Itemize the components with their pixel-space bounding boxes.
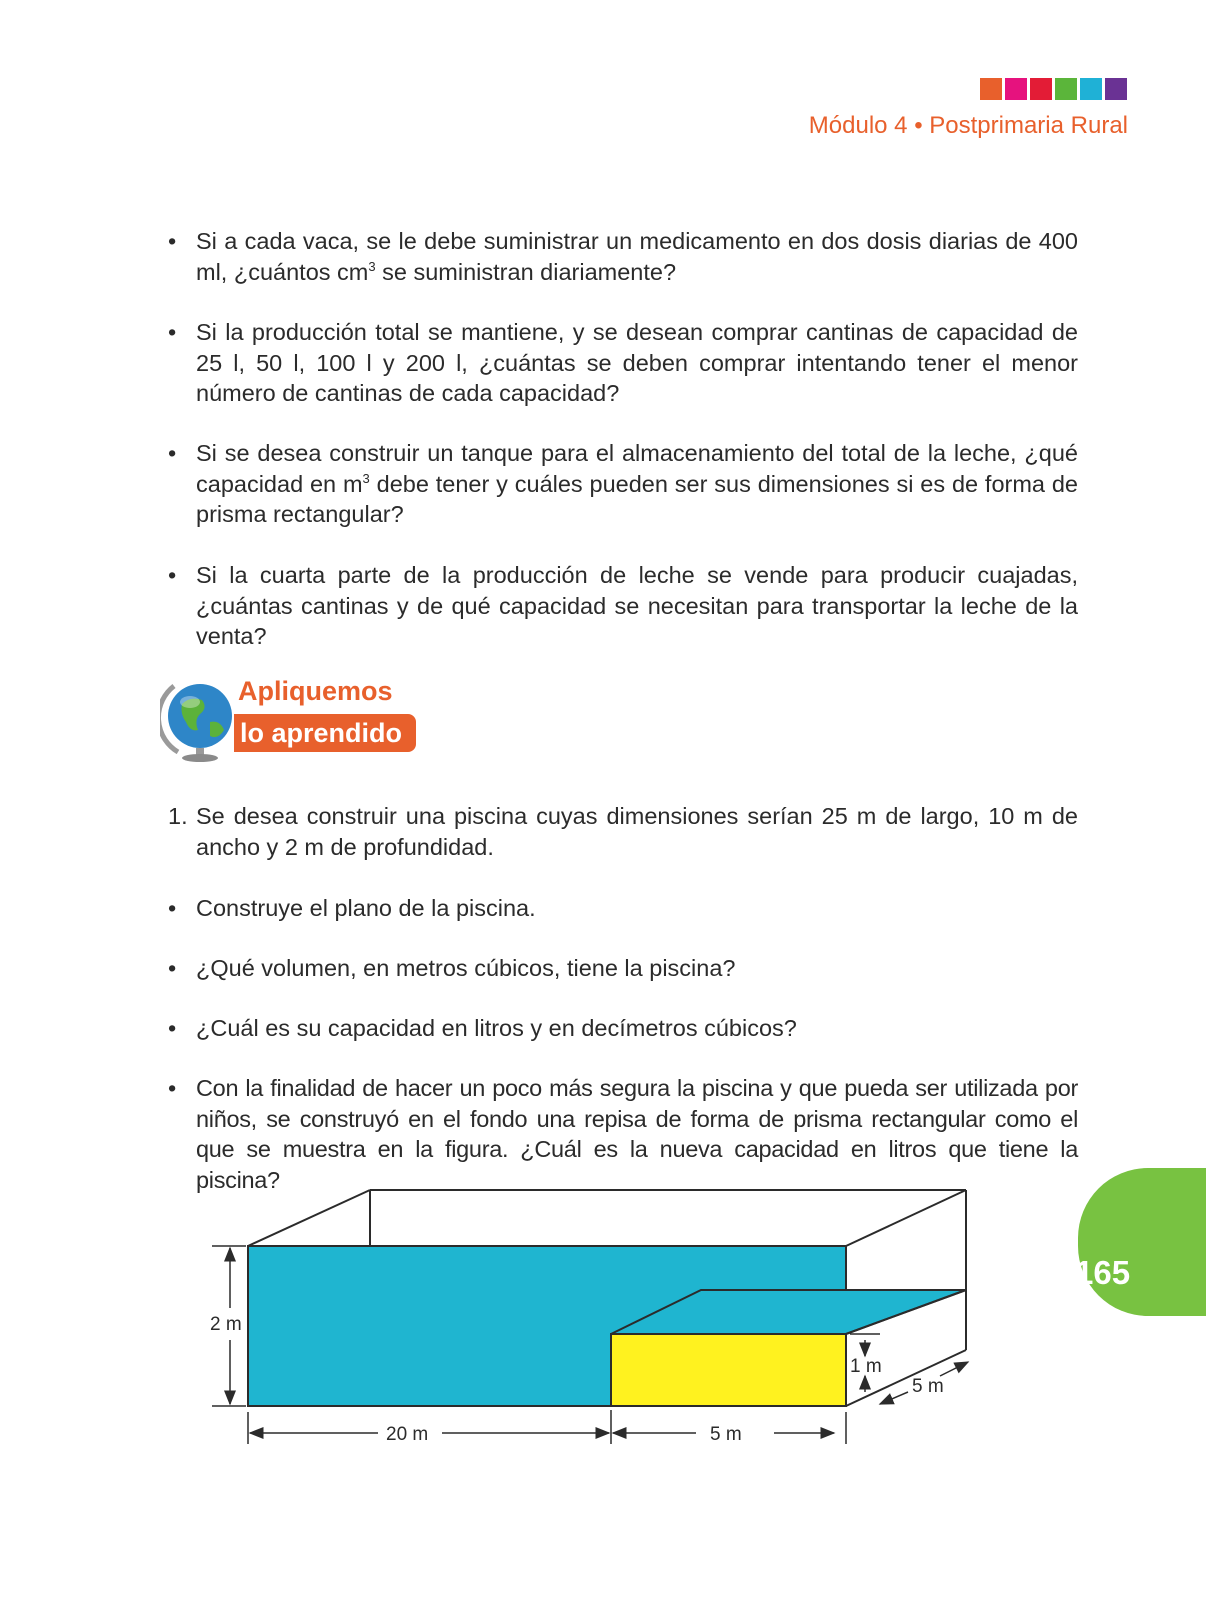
step-face bbox=[611, 1334, 846, 1406]
problem-text: Se desea construir una piscina cuyas dimensiones serían 25 m de largo, 10 m de ancho y 2 m de profundidad. bbox=[196, 803, 1078, 860]
globe-icon bbox=[160, 674, 240, 764]
question-1 bbox=[168, 226, 1078, 287]
color-square-green bbox=[1055, 78, 1077, 100]
height-label: 2 m bbox=[210, 1314, 242, 1335]
bullet: • bbox=[168, 1075, 176, 1101]
sub-question-1 bbox=[168, 893, 1078, 924]
color-square-orange bbox=[980, 78, 1002, 100]
bullet: • bbox=[168, 440, 177, 466]
question-text-part: debe tener y cuáles pueden ser sus dimensiones si es de forma de prisma rectangular? bbox=[196, 470, 1078, 527]
program-label: Postprimaria Rural bbox=[929, 112, 1128, 139]
module-header bbox=[809, 112, 1128, 140]
section-badge bbox=[160, 674, 430, 770]
step-height-label: 1 m bbox=[850, 1356, 882, 1377]
question-text: Si la producción total se mantiene, y se desean comprar cantinas de capacidad de 25 l, 50 l, 100 l y 200 l, ¿cuántas se deben comprar intentando tener el menor número de cantinas de cada capacidad? bbox=[196, 319, 1078, 406]
problem-1 bbox=[168, 801, 1078, 862]
question-text-part: Si a cada vaca, se le debe suministrar un medicamento en dos dosis diarias de 400 ml, ¿cuántos cm bbox=[196, 228, 1078, 285]
color-square-cyan bbox=[1080, 78, 1102, 100]
header-separator: • bbox=[914, 112, 923, 139]
pool-figure bbox=[200, 1180, 990, 1460]
sub-question-4 bbox=[168, 1073, 1078, 1195]
length-dimension bbox=[248, 1410, 846, 1444]
bullet: • bbox=[168, 955, 177, 981]
bullet: • bbox=[168, 1015, 177, 1041]
problem-number: 1. bbox=[168, 803, 188, 829]
section-title-line2: lo aprendido bbox=[234, 714, 416, 752]
page-number-tab bbox=[1078, 1168, 1206, 1316]
sub-question-text: ¿Qué volumen, en metros cúbicos, tiene la piscina? bbox=[196, 955, 736, 981]
question-text-part: Si se desea construir un tanque para el almacenamiento del total de la leche, ¿qué capacidad en m bbox=[196, 440, 1078, 497]
color-square-magenta bbox=[1005, 78, 1027, 100]
sub-question-text: Construye el plano de la piscina. bbox=[196, 895, 536, 921]
bullet: • bbox=[168, 562, 177, 588]
sub-question-2 bbox=[168, 953, 1078, 984]
question-text bbox=[196, 226, 1078, 287]
question-text: Si la cuarta parte de la producción de leche se vende para producir cuajadas, ¿cuántas cantinas y de qué capacidad se necesitan para transportar la leche de la venta? bbox=[196, 562, 1078, 649]
question-3 bbox=[168, 438, 1078, 530]
color-squares bbox=[980, 78, 1127, 100]
module-label: Módulo 4 bbox=[808, 112, 908, 139]
superscript: 3 bbox=[362, 470, 370, 486]
sub-question-text: ¿Cuál es su capacidad en litros y en decímetros cúbicos? bbox=[196, 1015, 797, 1041]
superscript: 3 bbox=[368, 258, 376, 274]
bullet: • bbox=[168, 895, 177, 921]
question-4 bbox=[168, 560, 1078, 652]
length-main-label: 20 m bbox=[386, 1424, 429, 1445]
question-2 bbox=[168, 317, 1078, 409]
bullet: • bbox=[168, 319, 177, 345]
color-square-red bbox=[1030, 78, 1052, 100]
section-title-line1: Apliquemos bbox=[238, 676, 393, 706]
bullet: • bbox=[168, 228, 177, 254]
depth-label: 5 m bbox=[912, 1376, 944, 1397]
page-number: 165 bbox=[1075, 1254, 1131, 1291]
sub-question-text: Con la finalidad de hacer un poco más segura la piscina y que pueda ser utilizada por niños, se construyó en el fondo una repisa de forma de prisma rectangular como el que se muestra en la figura. ¿Cuál es la nueva capacidad en litros que tiene la piscina? bbox=[196, 1075, 1078, 1193]
sub-question-3 bbox=[168, 1013, 1078, 1044]
question-text bbox=[196, 438, 1078, 530]
color-square-purple bbox=[1105, 78, 1127, 100]
question-text-part: se suministran diariamente? bbox=[375, 258, 677, 285]
length-step-label: 5 m bbox=[710, 1424, 742, 1445]
